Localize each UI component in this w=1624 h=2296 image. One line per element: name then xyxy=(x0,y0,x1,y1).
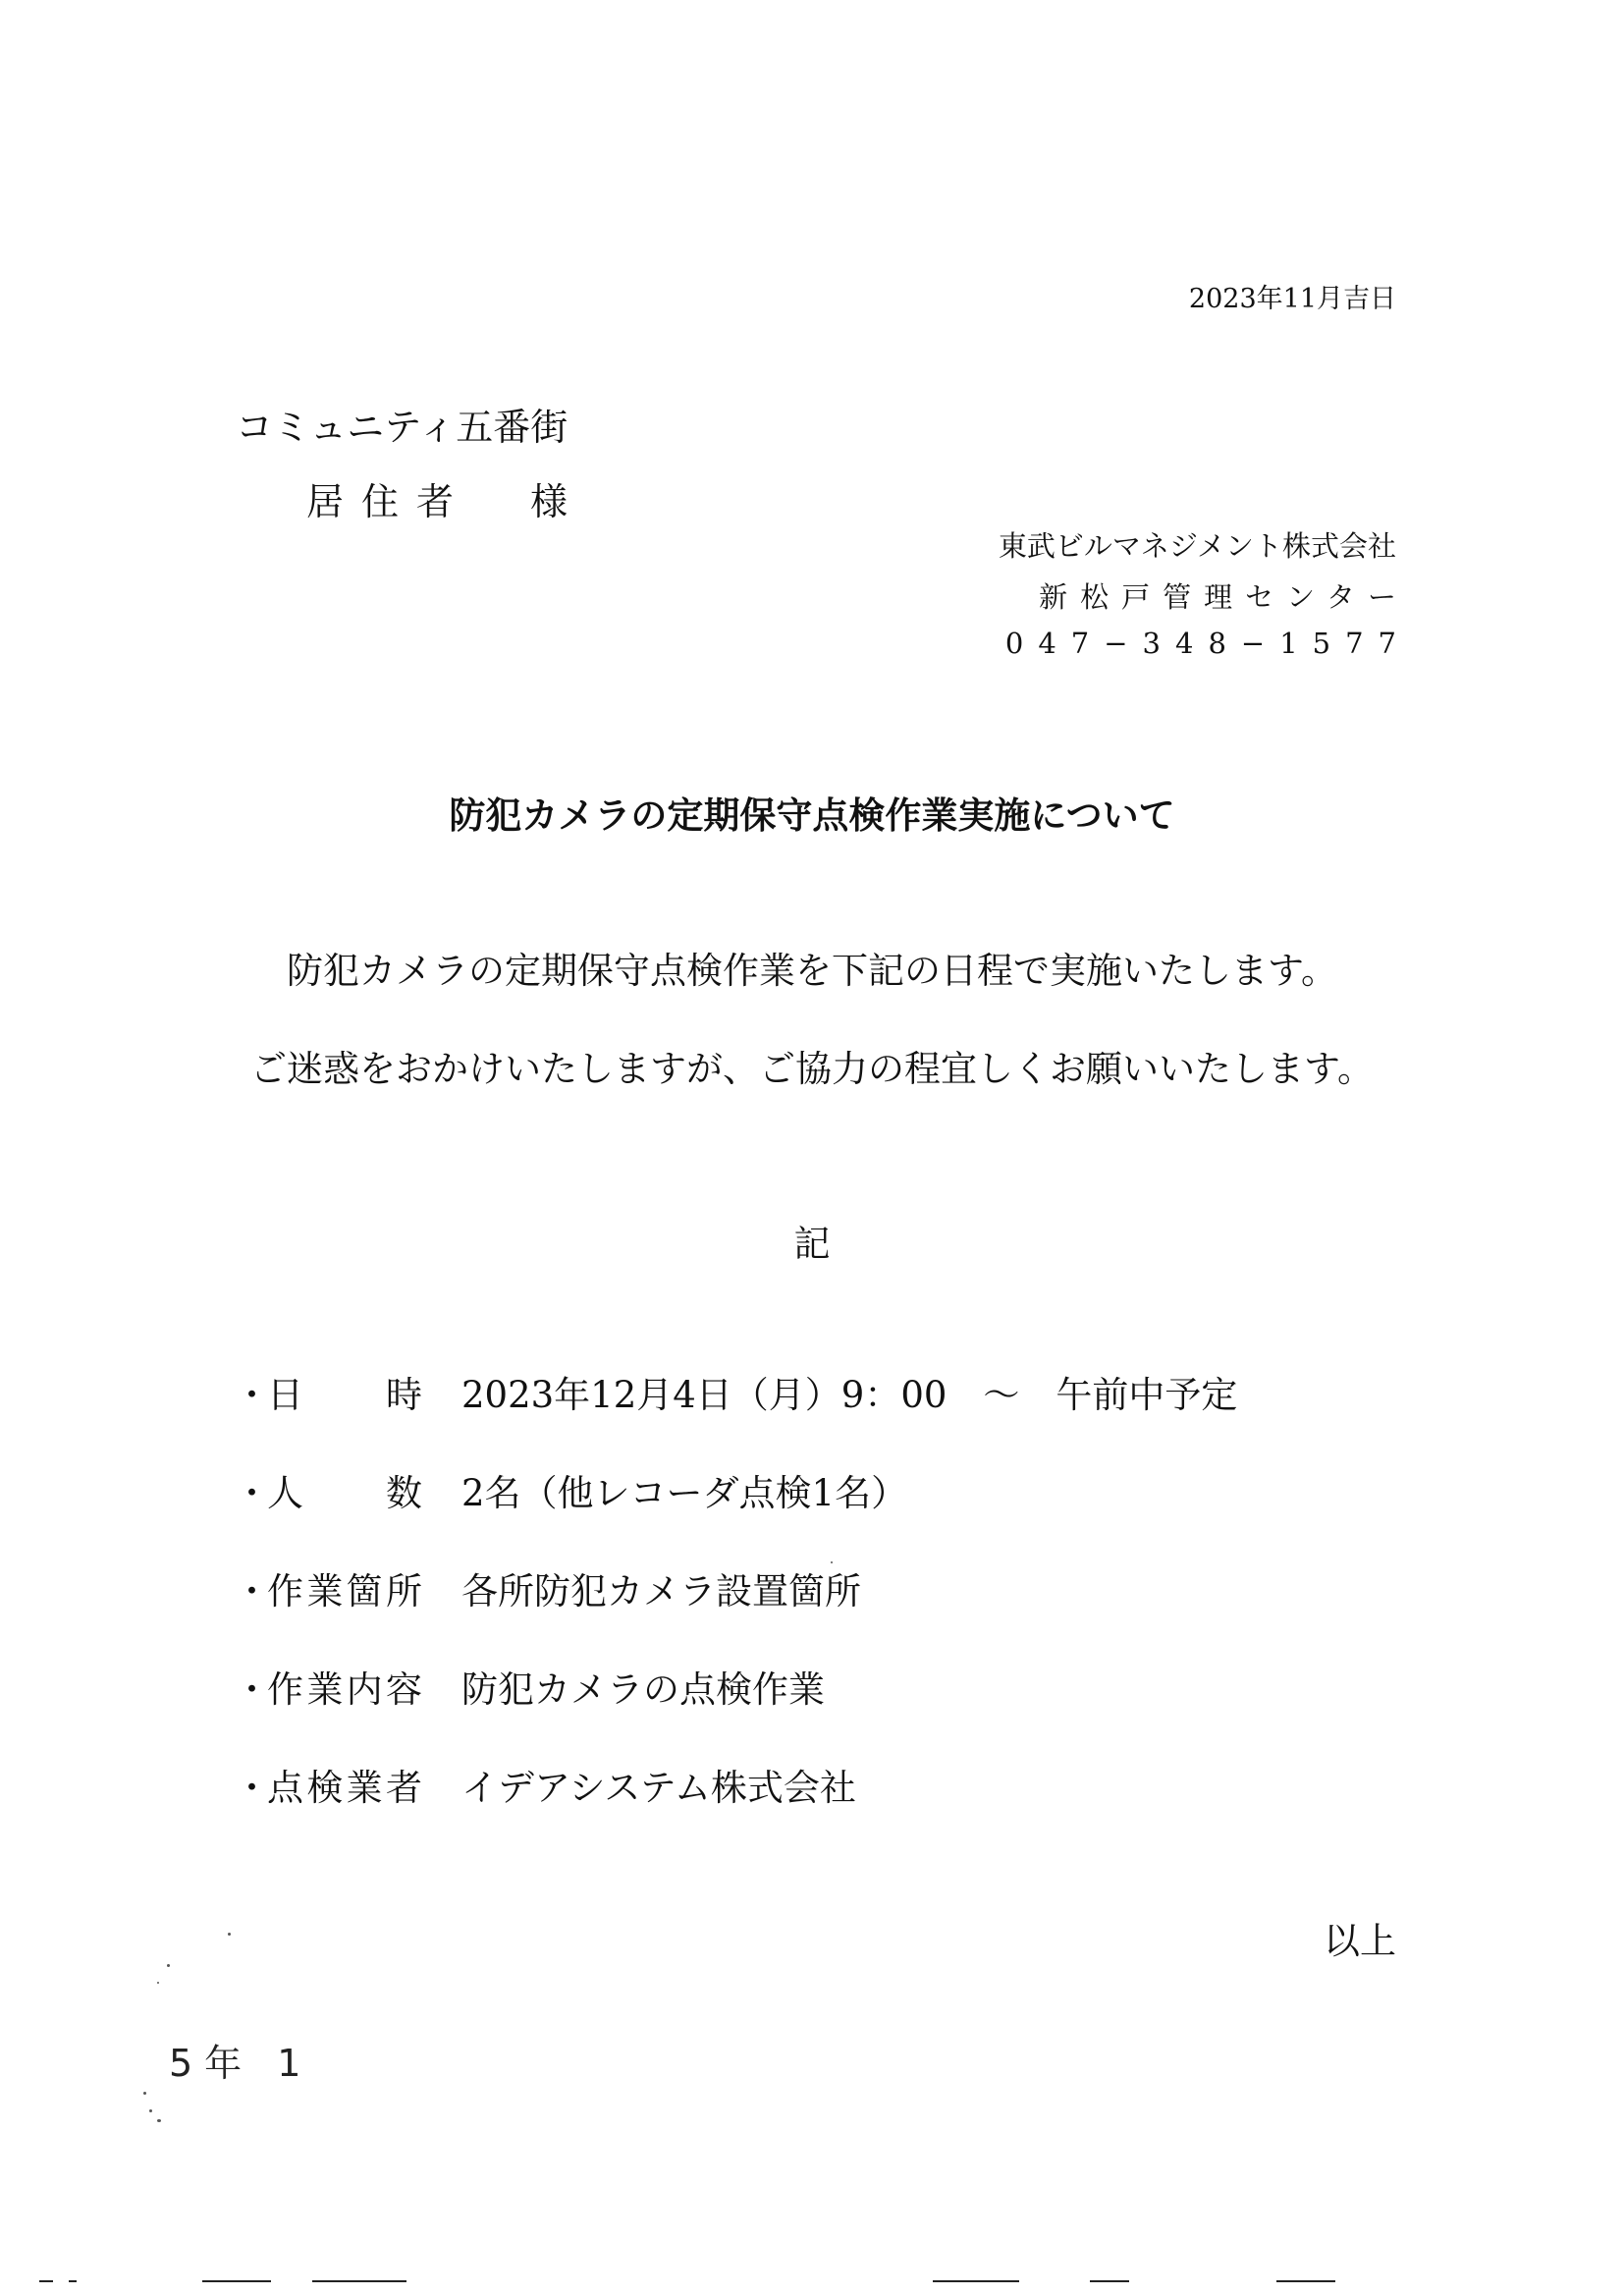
detail-value: 各所防犯カメラ設置箇所 xyxy=(461,1570,861,1613)
sender-phone: 047−348−1577 xyxy=(1004,627,1411,660)
bullet: ・ xyxy=(234,1668,270,1711)
bullet: ・ xyxy=(234,1570,270,1613)
bullet: ・ xyxy=(234,1767,270,1809)
scan-edge-mark xyxy=(1090,2280,1129,2282)
sender-office: 新松戸管理センター xyxy=(1039,580,1409,614)
recipient-community: コミュニティ五番街 xyxy=(236,406,568,449)
detail-label: 作業箇所 xyxy=(267,1570,422,1613)
issue-date: 2023年11月吉日 xyxy=(1188,284,1396,314)
scan-edge-mark xyxy=(312,2280,406,2282)
detail-label: 人数 xyxy=(267,1472,422,1514)
scan-speck xyxy=(831,1561,833,1563)
scan-edge-mark xyxy=(1276,2280,1335,2282)
scan-edge-mark xyxy=(69,2280,77,2282)
scan-speck xyxy=(167,1964,170,1967)
detail-datetime xyxy=(234,1365,1237,1418)
detail-label: 点検業者 xyxy=(267,1767,422,1809)
detail-contractor xyxy=(234,1758,856,1811)
sender-company: 東武ビルマネジメント株式会社 xyxy=(998,529,1396,563)
scan-speck xyxy=(157,1982,159,1984)
scan-edge-mark xyxy=(39,2280,53,2282)
scan-speck xyxy=(157,2119,161,2122)
detail-location xyxy=(234,1561,861,1614)
scan-edge-mark xyxy=(202,2280,271,2282)
detail-value: 2名（他レコーダ点検1名） xyxy=(461,1472,908,1514)
detail-value: 防犯カメラの点検作業 xyxy=(461,1668,825,1711)
scan-speck xyxy=(228,1933,231,1936)
body-line-1: 防犯カメラの定期保守点検作業を下記の日程で実施いたします。 xyxy=(286,950,1338,992)
recipient-residents xyxy=(306,471,585,525)
notice-title: 防犯カメラの定期保守点検作業実施について xyxy=(449,793,1175,837)
ki-heading: 記 xyxy=(793,1223,831,1265)
scan-edge-mark xyxy=(933,2280,1019,2282)
bullet: ・ xyxy=(234,1472,270,1514)
bullet: ・ xyxy=(234,1374,270,1416)
scan-speck xyxy=(149,2109,152,2112)
detail-value: イデアシステム株式会社 xyxy=(461,1767,856,1809)
detail-value: 2023年12月4日（月）9：00 ～ 午前中予定 xyxy=(461,1374,1238,1416)
detail-label: 作業内容 xyxy=(267,1668,422,1711)
closing-ijo: 以上 xyxy=(1324,1920,1396,1962)
detail-headcount xyxy=(234,1463,907,1516)
recipient-honorific: 様 xyxy=(530,480,586,523)
detail-work-content xyxy=(234,1660,825,1713)
recipient-name: 居住者 xyxy=(306,480,472,523)
body-line-2: ご迷惑をおかけいたしますが、ご協力の程宜しくお願いいたします。 xyxy=(249,1048,1375,1090)
scan-speck xyxy=(143,2092,146,2095)
detail-label: 日時 xyxy=(267,1374,422,1416)
handwritten-stamp: 5年 1 xyxy=(169,2042,313,2085)
